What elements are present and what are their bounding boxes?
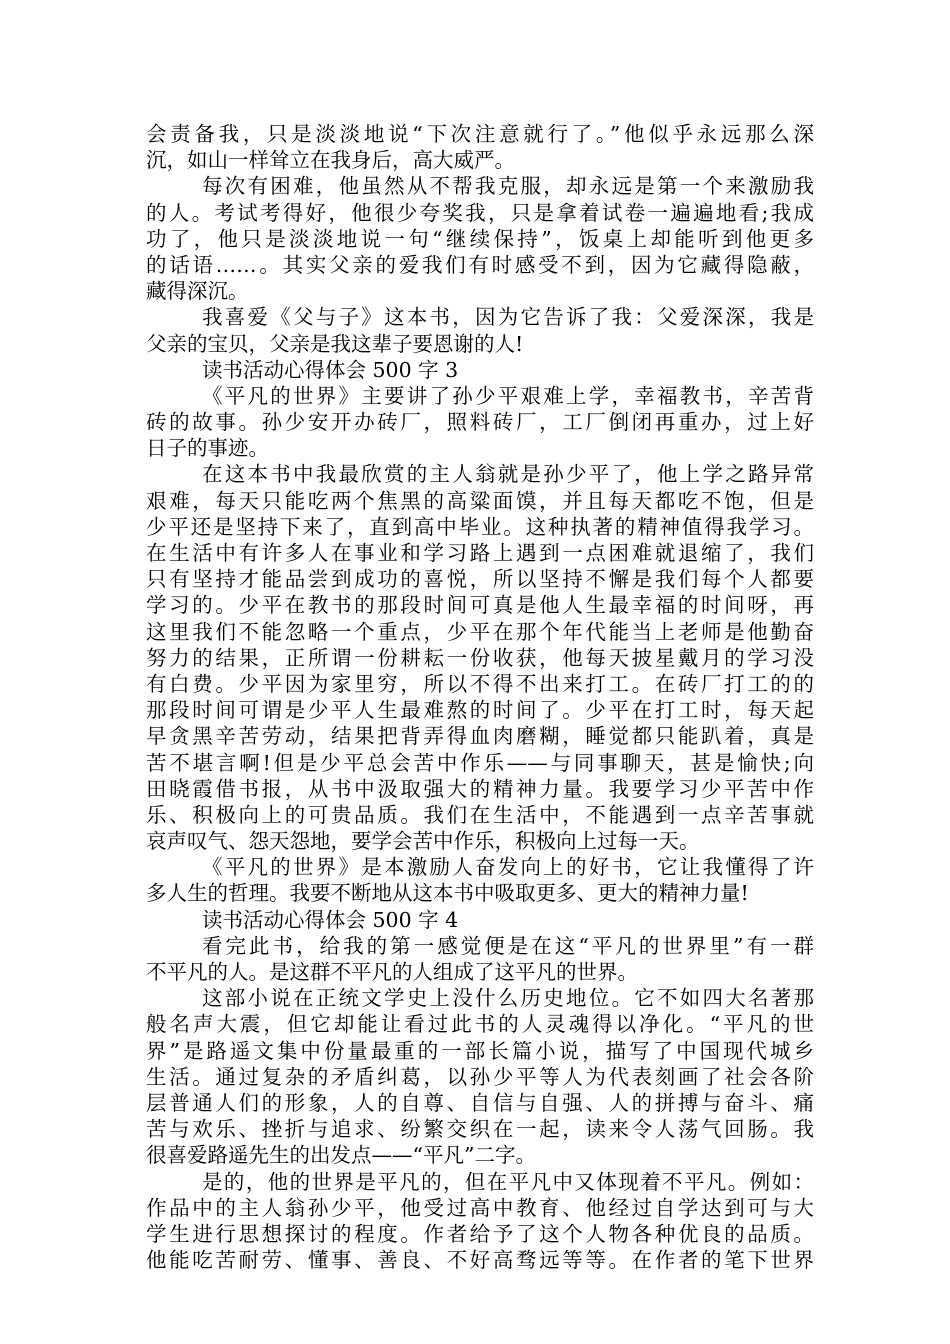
text-line: 苦不堪言啊!但是少平总会苦中作乐——与同事聊天，甚是愉快;向 [146, 750, 814, 775]
text-line: 艰难，每天只能吃两个焦黑的高粱面馍，并且每天都吃不饱，但是 [146, 488, 814, 513]
text-line: 看完此书，给我的第一感觉便是在这“平凡的世界里”有一群 [202, 933, 814, 958]
text-line: 功了，他只是淡淡地说一句“继续保持”，饭桌上却能听到他更多 [146, 226, 814, 251]
text-line: 少平还是坚持下来了，直到高中毕业。这种执著的精神值得我学习。 [146, 514, 814, 539]
text-line: 这部小说在正统文学史上没什么历史地位。它不如四大名著那 [202, 986, 814, 1011]
paragraph-4 [146, 383, 814, 462]
text-line: 日子的事迹。 [146, 436, 269, 461]
text-line: 乐、积极向上的可贵品质。我们在生活中，不能遇到一点辛苦事就 [146, 802, 814, 827]
text-line: 般名声大震，但它却能让看过此书的人灵魂得以净化。“平凡的世 [146, 1012, 814, 1037]
text-line: 他能吃苦耐劳、懂事、善良、不好高骛远等等。在作者的笔下世界 [146, 1248, 814, 1273]
paragraph-6 [146, 854, 814, 906]
paragraph-7 [146, 933, 814, 985]
text-line: 会责备我，只是淡淡地说“下次注意就行了。”他似乎永远那么深 [146, 122, 814, 146]
text-line: 早贪黑辛苦劳动，结果把背弄得血肉磨糊，睡觉都只能趴着，真是 [146, 724, 814, 749]
text-line: 那段时间可谓是少平人生最难熬的时间了。少平在打工时，每天起 [146, 698, 814, 723]
text-line: 的人。考试考得好，他很少夸奖我，只是拿着试卷一遍遍地看;我成 [146, 200, 814, 225]
paragraph-3 [146, 304, 814, 356]
text-line: 学生进行思想探讨的程度。作者给予了这个人物各种优良的品质。 [146, 1221, 814, 1246]
text-line: 学习的。少平在教书的那段时间可真是他人生最幸福的时间呀，再 [146, 593, 814, 618]
text-line: 的话语……。其实父亲的爱我们有时感受不到，因为它藏得隐蔽， [146, 252, 814, 277]
text-line: 藏得深沉。 [146, 279, 249, 304]
text-line: 每次有困难，他虽然从不帮我克服，却永远是第一个来激励我 [202, 174, 814, 199]
text-line: 生活。通过复杂的矛盾纠葛，以孙少平等人为代表刻画了社会各阶 [146, 1064, 814, 1089]
text-line: 沉，如山一样耸立在我身后，高大威严。 [146, 148, 515, 173]
text-line: 在生活中有许多人在事业和学习路上遇到一点困难就退缩了，我们 [146, 541, 814, 565]
text-line: 《平凡的世界》主要讲了孙少平艰难上学，幸福教书，辛苦背 [202, 383, 814, 408]
text-line: 多人生的哲理。我要不断地从这本书中吸取更多、更大的精神力量! [146, 881, 749, 906]
text-line: 作品中的主人翁孙少平，他受过高中教育、他经过自学达到可与大 [146, 1195, 814, 1220]
paragraph-2 [146, 173, 814, 304]
text-line: 是的，他的世界是平凡的，但在平凡中又体现着不平凡。例如： [202, 1169, 814, 1194]
paragraph-9 [146, 1169, 814, 1274]
text-line: 界”是路遥文集中份量最重的一部长篇小说，描写了中国现代城乡 [146, 1038, 814, 1063]
text-line: 努力的结果，正所谓一份耕耘一份收获，他每天披星戴月的学习没 [146, 645, 814, 670]
text-line: 这里我们不能忽略一个重点，少平在那个年代能当上老师是他勤奋 [146, 619, 814, 644]
paragraph-5 [146, 461, 814, 854]
text-line: 砖的故事。孙少安开办砖厂，照料砖厂，工厂倒闭再重办，过上好 [146, 410, 814, 435]
text-line: 层普通人们的形象，人的自尊、自信与自强、人的拼搏与奋斗、痛 [146, 1090, 814, 1115]
paragraph-8 [146, 985, 814, 1168]
text-line: 有白费。少平因为家里穷，所以不得不出来打工。在砖厂打工的的 [146, 671, 814, 696]
text-line: 我喜爱《父与子》这本书，因为它告诉了我：父爱深深，我是 [202, 305, 814, 330]
section-heading-4: 读书活动心得体会 500 字 4 [202, 907, 459, 932]
text-line: 只有坚持才能品尝到成功的喜悦，所以坚持不懈是我们每个人都要 [146, 567, 814, 592]
section-heading-3: 读书活动心得体会 500 字 3 [202, 357, 459, 382]
text-line: 父亲的宝贝，父亲是我这辈子要恩谢的人! [146, 331, 524, 356]
document-body [146, 121, 814, 1273]
text-line: 不平凡的人。是这群不平凡的人组成了这平凡的世界。 [146, 960, 638, 984]
text-line: 很喜爱路遥先生的出发点——“平凡”二字。 [146, 1143, 536, 1168]
paragraph-1 [146, 121, 814, 173]
text-line: 田晓霞借书报，从书中汲取强大的精神力量。我要学习少平苦中作 [146, 776, 814, 801]
text-line: 《平凡的世界》是本激励人奋发向上的好书，它让我懂得了许 [202, 855, 814, 880]
text-line: 在这本书中我最欣赏的主人翁就是孙少平了，他上学之路异常 [202, 462, 814, 487]
text-line: 苦与欢乐、挫折与追求、纷繁交织在一起，读来令人荡气回肠。我 [146, 1117, 814, 1142]
text-line: 哀声叹气、怨天怨地，要学会苦中作乐，积极向上过每一天。 [146, 829, 700, 854]
